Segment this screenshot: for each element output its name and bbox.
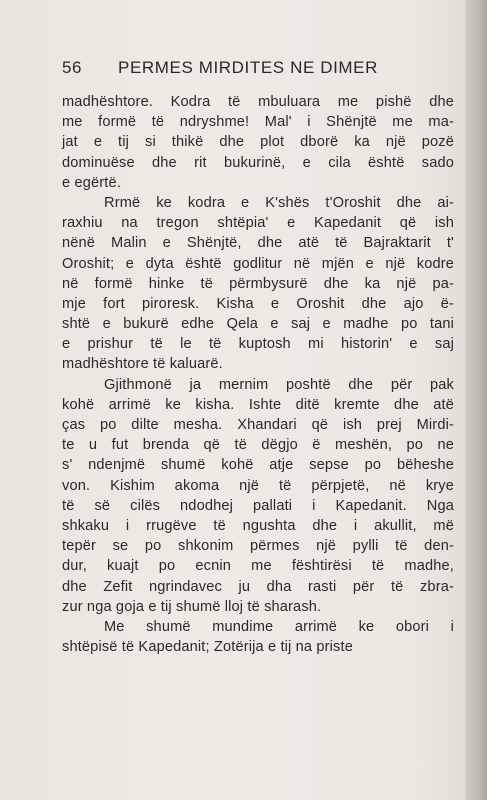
text-line: shkaku i rrugëve të ngushta dhe i akullit, më — [62, 517, 454, 534]
text-line: madhështore. Kodra të mbuluara me pishë dhe — [62, 94, 454, 110]
text-line: dominuëse dhe rit bukurinë, e cila është sado — [62, 154, 454, 171]
text-line: Oroshit; e dyta është godlitur në mjën e një kodre — [62, 255, 454, 272]
book-spine-edge — [465, 0, 487, 800]
text-line: me formë të ndryshme! Mal' i Shënjtë me ma- — [62, 114, 454, 131]
text-line: jat e tij si thikë dhe plot dborë ka një pozë — [62, 134, 454, 151]
text-line: kohë arrimë ke kisha. Ishte ditë kremte dhe atë — [62, 396, 454, 413]
text-line: Me shumë mundime arrimë ke obori i — [104, 618, 454, 635]
text-line: dur, kuajt po ecnin me fështirësi të madhe, — [62, 558, 454, 575]
text-line: Gjithmonë ja mernim poshtë dhe për pak — [104, 376, 454, 393]
text-line: ças po dilte mesha. Xhandari që ish prej Mirdi- — [62, 417, 454, 433]
text-line: te u fut brenda që të dëgjo ë meshën, po ne — [62, 437, 454, 454]
running-head: PERMES MIRDITES NE DIMER — [118, 58, 378, 77]
text-line: në formë hinke të përmbysurë dhe ka një pa- — [62, 275, 454, 292]
text-line: dhe Zefit ngrindavec ju dha rasti për të zbra- — [62, 578, 454, 595]
text-line: Rrmë ke kodra e K'shës t'Oroshit dhe ai- — [104, 194, 454, 211]
text-line: shtëpisë të Kapedanit; Zotërija e tij na priste — [62, 639, 353, 656]
text-line: shtë e bukurë edhe Qela e saj e madhe po tani — [62, 316, 454, 333]
text-line: e egërtë. — [62, 174, 121, 191]
page-number: 56 — [62, 58, 83, 77]
text-line: nënë Malin e Shënjtë, dhe atë të Bajraktarit t' — [62, 235, 454, 252]
text-line: e prishur të le të kuptosh mi historin' e saj — [62, 336, 454, 353]
text-line: zur nga goja e tij shumë lloj të sharash. — [62, 598, 322, 615]
text-line: s' ndenjmë shumë kohë atje sepse po bëheshe — [62, 457, 454, 474]
text-line: mje fort piroresk. Kisha e Oroshit dhe ajo ë- — [62, 295, 454, 312]
body-text — [62, 92, 454, 657]
text-line: tepër se po shkonim përmes një pylli të den- — [62, 538, 454, 555]
text-line: von. Kishim akoma një të përpjetë, në krye — [62, 477, 454, 494]
text-line: madhështore të kaluarë. — [62, 356, 223, 373]
text-line: të së cilës ndodhej pallati i Kapedanit. Nga — [62, 497, 454, 514]
paragraph-container — [62, 92, 454, 657]
text-line: raxhiu na tregon shtëpia' e Kapedanit që ish — [62, 215, 454, 232]
